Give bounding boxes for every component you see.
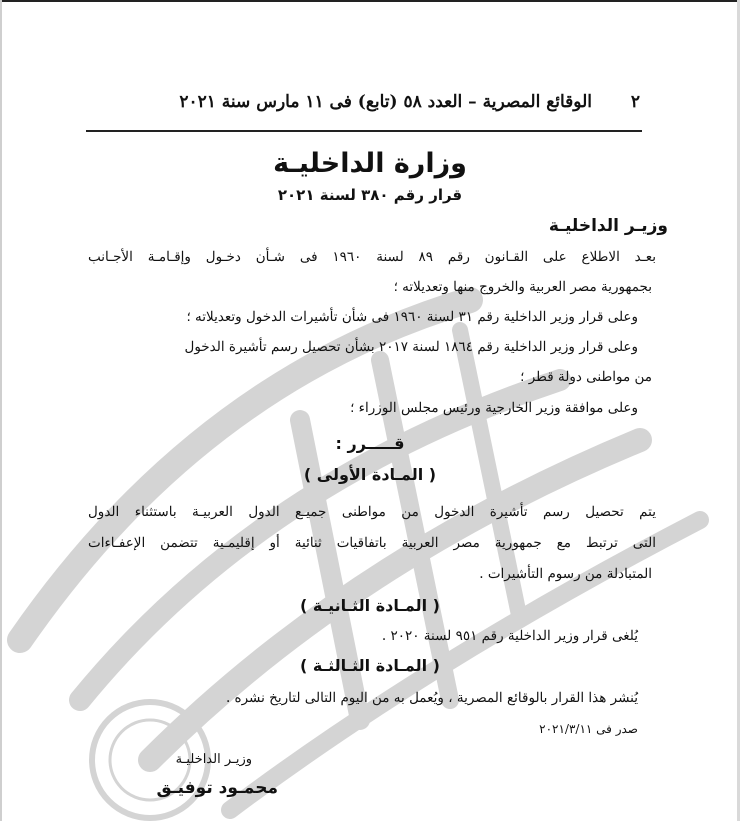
page-header xyxy=(140,92,640,118)
article-1-line: المتبادلة من رسوم التأشيرات . xyxy=(479,566,652,582)
preamble-line: وعلى قرار وزير الداخلية رقم ٣١ لسنة ١٩٦٠ فى شأن تأشيرات الدخول وتعديلاته ؛ xyxy=(186,309,638,325)
decree-title: قرار رقم ٣٨٠ لسنة ٢٠٢١ xyxy=(277,186,463,204)
preamble-line: بجمهورية مصر العربية والخروج منها وتعديلاته ؛ xyxy=(393,279,652,295)
preamble-line: بعـد الاطلاع على القـانون رقم ٨٩ لسنة ١٩٦٠ فى شـأن دخـول وإقـامـة الأجـانب xyxy=(88,249,656,265)
article-2-line: يُلغى قرار وزير الداخلية رقم ٩٥١ لسنة ٢٠٢٠ . xyxy=(381,628,638,644)
preamble-line: من مواطنى دولة قطر ؛ xyxy=(520,369,652,385)
article-3-line: يُنشر هذا القرار بالوقائع المصرية ، ويُعمل به من اليوم التالى لتاريخ نشره . xyxy=(225,690,638,706)
article-3-heading: ( المـادة الثـالثـة ) xyxy=(300,656,440,675)
preamble-line: وعلى قرار وزير الداخلية رقم ١٨٦٤ لسنة ٢٠١٧ بشأن تحصيل رسم تأشيرة الدخول xyxy=(184,339,638,355)
article-2-heading: ( المـادة الثـانيـة ) xyxy=(300,596,440,615)
gazette-issue: الوقائع المصرية – العدد ٥٨ (تابع) فى ١١ مارس سنة ٢٠٢١ xyxy=(179,92,592,112)
decided-heading: قـــــرر : xyxy=(335,434,405,453)
issuer-title: وزيـر الداخليـة xyxy=(548,216,668,236)
page-number: ٢ xyxy=(630,92,640,112)
article-1-line: يتم تحصيل رسم تأشيرة الدخول من مواطنى جميـع الدول العربيـة باستثناء الدول xyxy=(88,504,656,520)
ministry-title: وزارة الداخليـة xyxy=(273,148,467,179)
preamble-line: وعلى موافقة وزير الخارجية ورئيس مجلس الوزراء ؛ xyxy=(350,400,638,416)
article-1-line: التى ترتبط مع جمهورية مصر العربية باتفاقيات ثنائية أو إقليمـية تتضمن الإعفـاءات xyxy=(88,535,656,551)
signature-name: محمـود توفيـق xyxy=(156,778,278,798)
issue-date: صدر فى ٢٠٢١/٣/١١ xyxy=(539,722,638,736)
header-divider xyxy=(86,130,642,132)
signature-role: وزيـر الداخليـة xyxy=(175,752,252,767)
article-1-heading: ( المـادة الأولى ) xyxy=(303,465,437,484)
